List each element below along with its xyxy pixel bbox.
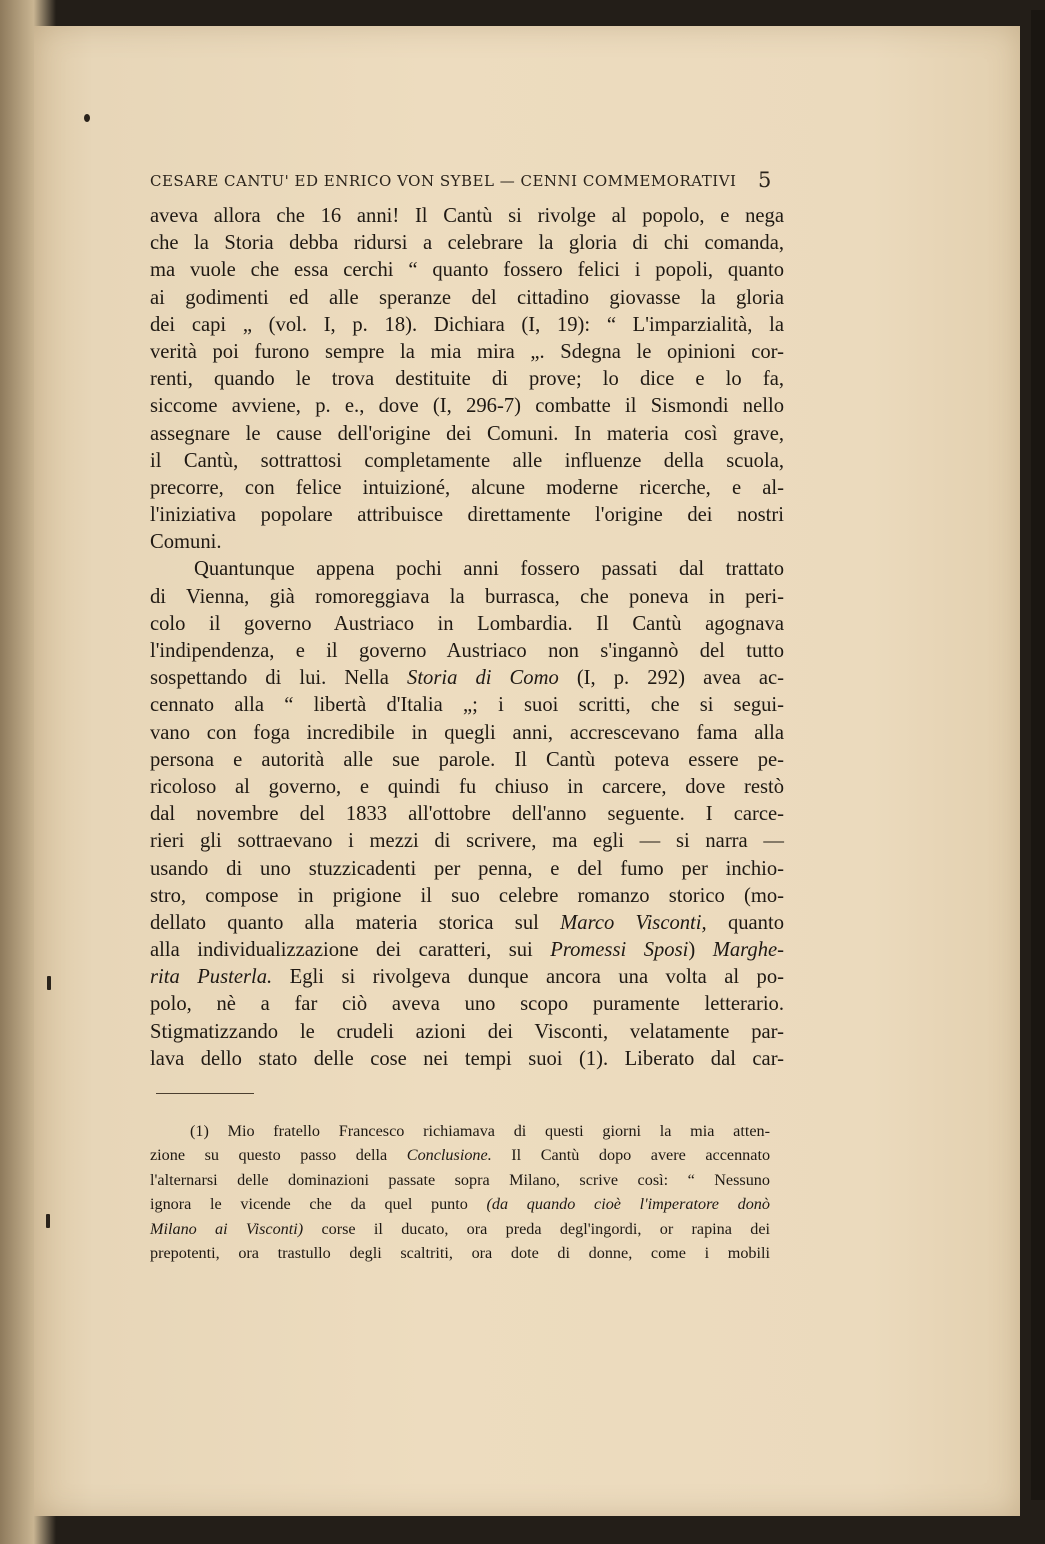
footnote-line: prepotenti, ora trastullo degli scaltriti, ora dote di donne, come i mobili — [150, 1243, 770, 1262]
text-segment: quanto — [727, 911, 784, 934]
text-line: assegnare le cause dell'origine dei Comuni. In materia così grave, — [150, 422, 784, 445]
text-segment: ) — [688, 939, 696, 962]
text-segment: sospettando di lui. Nella — [150, 667, 389, 690]
body-text — [150, 203, 784, 1073]
text-line: di Vienna, già romoreggiava la burrasca, che poneva in peri- — [150, 585, 784, 608]
text-line: polo, nè a far ciò aveva uno scopo puramente letterario. — [150, 993, 784, 1016]
text-line — [150, 937, 784, 964]
text-line: usando di uno stuzzicadenti per penna, e del fumo per inchio- — [150, 857, 784, 880]
text-line: renti, quando le trova destituite di prove; lo dice e lo fa, — [150, 368, 784, 391]
text-line: rieri gli sottraevano i mezzi di scrivere, ma egli — si narra — — [150, 830, 784, 853]
text-segment: alla individualizzazione dei caratteri, sui — [150, 939, 533, 962]
text-line — [150, 665, 784, 692]
text-line: ai godimenti ed alle speranze del cittadino giovasse la gloria — [150, 286, 784, 309]
page-edge — [1031, 10, 1045, 1500]
italic-title: Storia di Como — [407, 667, 559, 690]
text-line: ma vuole che essa cerchi “ quanto fossero felici i popoli, quanto — [150, 259, 784, 282]
footnote-line — [150, 1217, 770, 1241]
footnote — [150, 1119, 770, 1265]
text-segment: zione su questo passo della — [150, 1146, 388, 1165]
text-line: precorre, con felice intuizioné, alcune moderne ricerche, e al- — [150, 476, 784, 499]
ink-speck — [84, 114, 90, 122]
footnote-line: (1) Mio fratello Francesco richiamava di questi giorni la mia atten- — [190, 1122, 770, 1140]
text-segment: dellato quanto alla materia storica sul — [150, 911, 539, 934]
ink-speck — [47, 976, 51, 990]
running-title: CESARE CANTU' ED ENRICO VON SYBEL — CENNI COMMEMORATIVI — [150, 172, 737, 190]
text-line: l'indipendenza, e il governo Austriaco non s'ingannò del tutto — [150, 640, 784, 662]
text-line: siccome avviene, p. e., dove (I, 296-7) combatte il Sismondi nello — [150, 395, 784, 418]
text-line: l'iniziativa popolare attribuisce direttamente l'origine dei nostri — [150, 504, 784, 527]
text-line: aveva allora che 16 anni! Il Cantù si rivolge al popolo, e nega — [150, 205, 784, 227]
text-line: verità poi furono sempre la mia mira „. Sdegna le opinioni cor- — [150, 340, 784, 363]
text-line: persona e autorità alle sue parole. Il Cantù poteva essere pe- — [150, 748, 784, 771]
text-line: che la Storia debba ridursi a celebrare la gloria di chi comanda, — [150, 232, 784, 255]
italic-title: Marghe- — [712, 939, 784, 962]
text-line: dei capi „ (vol. I, p. 18). Dichiara (I, 19): “ L'imparzialità, la — [150, 313, 784, 336]
italic-title: Marco Visconti, — [560, 911, 707, 934]
footnote-line — [150, 1143, 770, 1167]
text-line: vano con foga incredibile in quegli anni, accrescevano fama alla — [150, 721, 784, 744]
italic-text: (da quando cioè l'imperatore donò — [486, 1195, 770, 1214]
footnote-line — [150, 1192, 770, 1216]
text-segment: (I, p. 292) avea ac- — [576, 667, 785, 690]
footnote-line: l'alternarsi delle dominazioni passate sopra Milano, scrive così: “ Nessuno — [150, 1170, 770, 1189]
footnote-rule — [156, 1093, 254, 1094]
text-line: dal novembre del 1833 all'ottobre dell'anno seguente. I carce- — [150, 803, 784, 826]
text-line: Comuni. — [150, 531, 222, 554]
running-header — [150, 172, 770, 190]
text-line: stro, compose in prigione il suo celebre romanzo storico (mo- — [150, 884, 784, 907]
page-number: 5 — [758, 168, 772, 192]
text-line — [150, 910, 784, 937]
italic-title: Promessi Sposi — [550, 939, 689, 962]
text-line: Quantunque appena pochi anni fossero passati dal trattato — [194, 558, 784, 581]
text-line: Stigmatizzando le crudeli azioni dei Visconti, velatamente par- — [150, 1020, 784, 1043]
ink-speck — [46, 1214, 50, 1228]
italic-title: rita Pusterla. — [150, 966, 273, 989]
text-line — [150, 964, 784, 991]
text-line: il Cantù, sottrattosi completamente alle influenze della scuola, — [150, 449, 784, 472]
text-line: ricoloso al governo, e quindi fu chiuso in carcere, dove restò — [150, 775, 784, 798]
text-segment: ignora le vicende che da quel punto — [150, 1195, 468, 1214]
text-line: cennato alla “ libertà d'Italia „; i suoi scritti, che si segui- — [150, 694, 784, 717]
text-segment: Il Cantù dopo avere accennato — [511, 1146, 771, 1165]
text-segment: Egli si rivolgeva dunque ancora una volta al po- — [289, 966, 784, 989]
text-line: lava dello stato delle cose nei tempi suoi (1). Liberato dal car- — [150, 1047, 784, 1070]
text-line: colo il governo Austriaco in Lombardia. Il Cantù agognava — [150, 612, 784, 635]
italic-title: Conclusione. — [406, 1146, 492, 1165]
text-segment: corse il ducato, ora preda degl'ingordi, or rapina dei — [321, 1219, 771, 1238]
italic-text: Milano ai Visconti) — [150, 1219, 304, 1238]
